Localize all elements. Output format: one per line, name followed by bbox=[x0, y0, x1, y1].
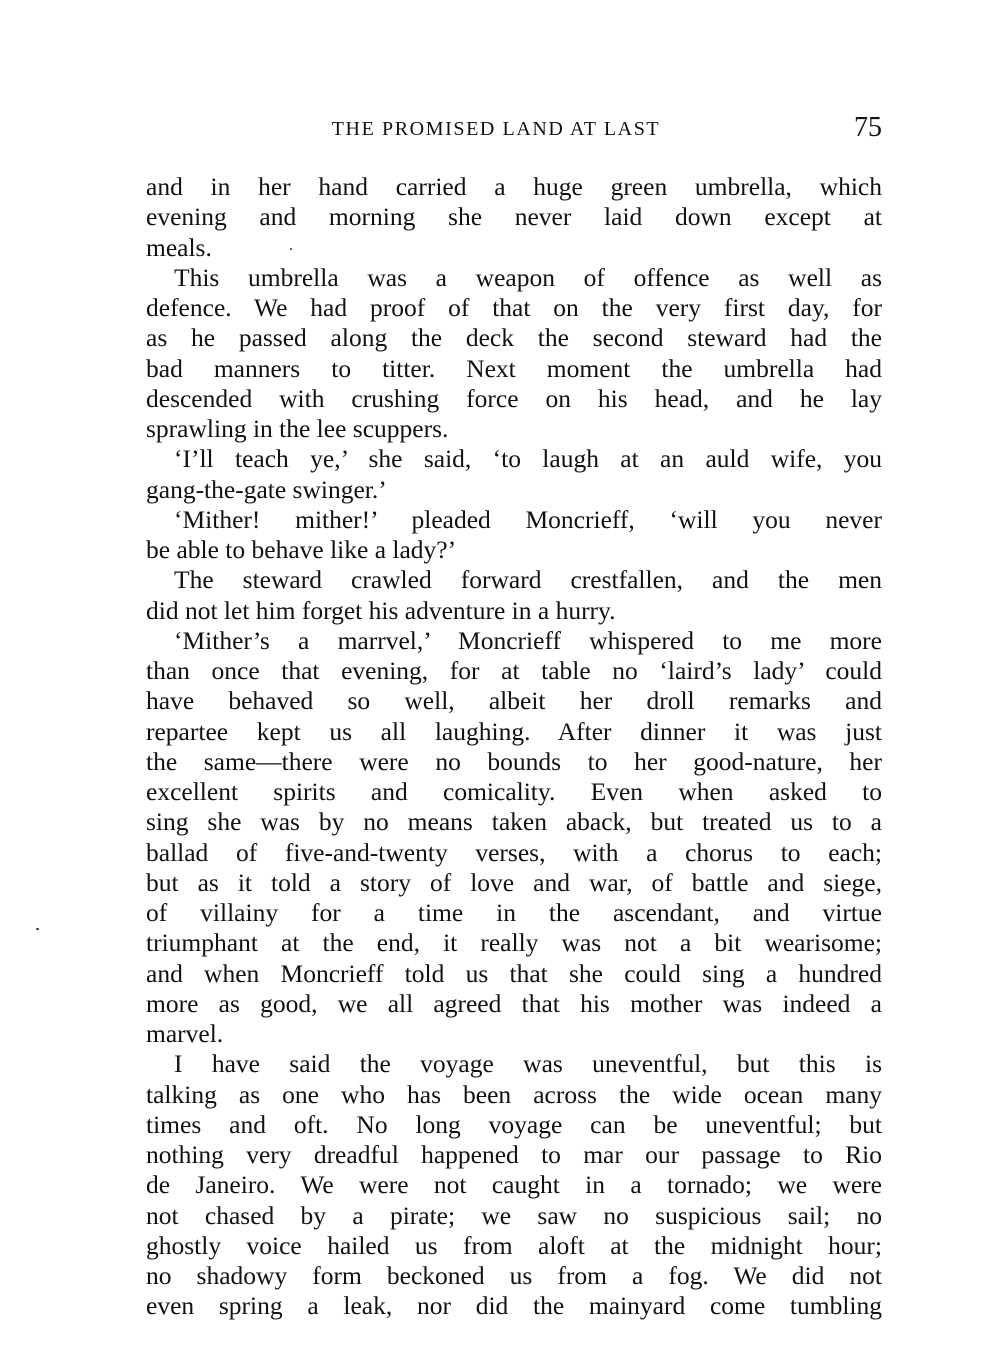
text-line: than once that evening, for at table no ‘laird’s lady’ could bbox=[146, 656, 882, 685]
text-line: de Janeiro. We were not caught in a tornado; we were bbox=[146, 1170, 882, 1200]
text-line: not chased by a pirate; we saw no suspicious sail; no bbox=[146, 1200, 882, 1230]
text-line: gang-the-gate swinger.’ bbox=[146, 474, 387, 504]
text-line: meals. bbox=[146, 232, 212, 262]
text-line: evening and morning she never laid down except at bbox=[146, 202, 882, 232]
text-line: no shadowy form beckoned us from a fog. We did not bbox=[146, 1261, 882, 1290]
text-line: the same—there were no bounds to her good-nature, her bbox=[146, 746, 882, 776]
print-speck bbox=[36, 928, 39, 930]
text-line: but as it told a story of love and war, of battle and siege, bbox=[146, 867, 882, 897]
text-line: I have said the voyage was uneventful, but this is bbox=[174, 1049, 882, 1079]
text-line: sprawling in the lee scuppers. bbox=[146, 414, 449, 443]
text-line: repartee kept us all laughing. After dinner it was just bbox=[146, 716, 882, 746]
text-line: defence. We had proof of that on the very first day, for bbox=[146, 293, 882, 322]
text-line: and in her hand carried a huge green umbrella, which bbox=[146, 172, 882, 201]
text-line: ‘Mither’s a marrvel,’ Moncrieff whispered to me more bbox=[174, 625, 882, 655]
text-line: as he passed along the deck the second steward had the bbox=[146, 323, 882, 353]
text-line: ‘I’ll teach ye,’ she said, ‘to laugh at an auld wife, you bbox=[174, 444, 882, 474]
text-line: triumphant at the end, it really was not a bit wearisome; bbox=[146, 928, 882, 958]
text-line: talking as one who has been across the wide ocean many bbox=[146, 1079, 882, 1109]
text-line: more as good, we all agreed that his mother was indeed a bbox=[146, 988, 882, 1018]
text-line: be able to behave like a lady?’ bbox=[146, 535, 457, 564]
text-line: have behaved so well, albeit her droll remarks and bbox=[146, 686, 882, 716]
text-line: and when Moncrieff told us that she could sing a hundred bbox=[146, 958, 882, 988]
text-line: did not let him forget his adventure in a hurry. bbox=[146, 595, 616, 625]
text-line: marvel. bbox=[146, 1019, 224, 1048]
text-line: This umbrella was a weapon of offence as well as bbox=[174, 262, 882, 292]
text-line: ballad of five-and-twenty verses, with a chorus to each; bbox=[146, 837, 882, 867]
text-line: sing she was by no means taken aback, but treated us to a bbox=[146, 807, 882, 837]
print-speck bbox=[290, 248, 292, 250]
text-line: of villainy for a time in the ascendant, and virtue bbox=[146, 898, 882, 927]
text-line: excellent spirits and comicality. Even when asked to bbox=[146, 777, 882, 806]
text-line: nothing very dreadful happened to mar our passage to Rio bbox=[146, 1140, 882, 1169]
text-line: descended with crushing force on his head, and he lay bbox=[146, 383, 882, 413]
text-line: ‘Mither! mither!’ pleaded Moncrieff, ‘will you never bbox=[174, 504, 882, 534]
page-number: 75 bbox=[854, 112, 882, 143]
text-line: ghostly voice hailed us from aloft at the midnight hour; bbox=[146, 1230, 882, 1260]
text-line: The steward crawled forward crestfallen, and the men bbox=[174, 565, 882, 595]
text-line: times and oft. No long voyage can be uneventful; but bbox=[146, 1109, 882, 1139]
text-line: even spring a leak, nor did the mainyard come tumbling bbox=[146, 1291, 882, 1321]
text-line: bad manners to titter. Next moment the umbrella had bbox=[146, 353, 882, 383]
running-header bbox=[146, 112, 882, 146]
body-text bbox=[146, 172, 882, 1322]
running-title: THE PROMISED LAND AT LAST bbox=[331, 118, 661, 140]
